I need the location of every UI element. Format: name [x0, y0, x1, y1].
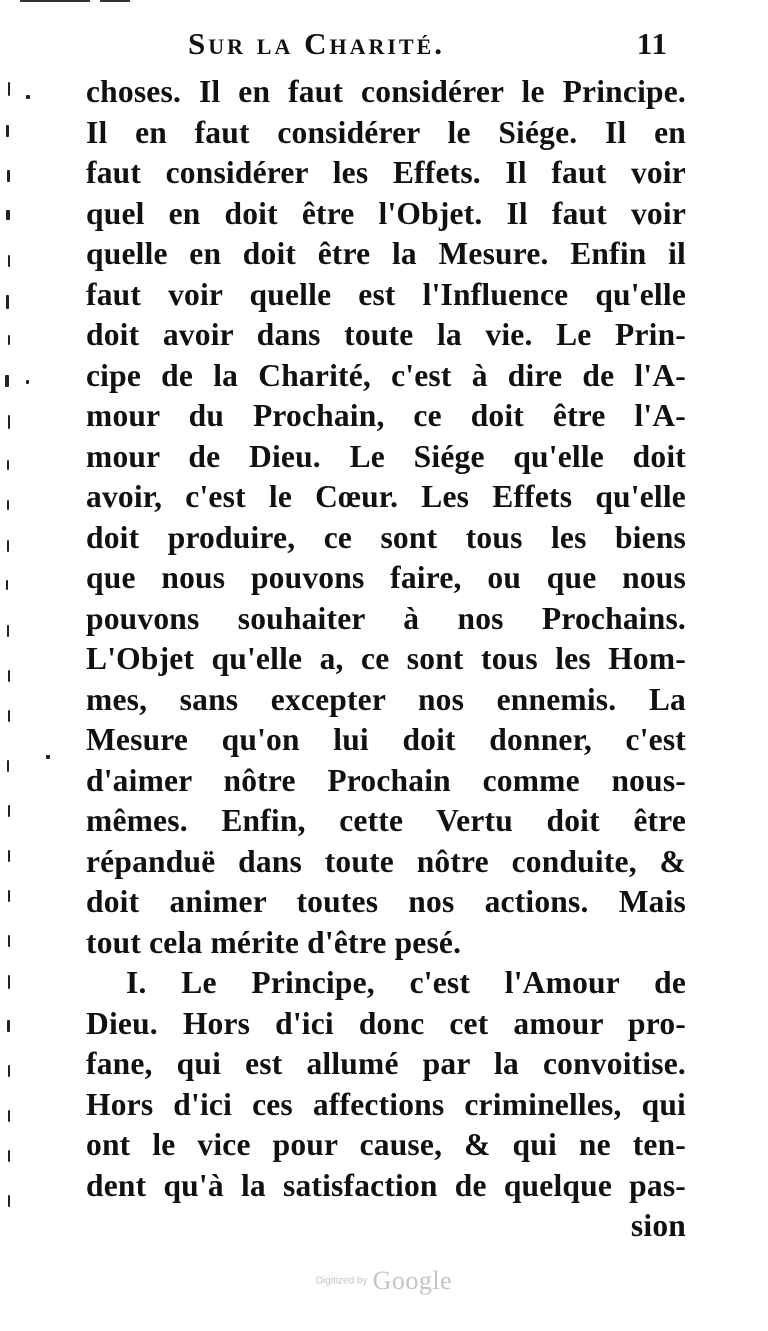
text-line: Mesure qu'on lui doit donner, c'est	[86, 722, 686, 757]
text-line: mêmes. Enfin, cette Vertu doit être	[86, 803, 686, 838]
text-line: que nous pouvons faire, ou que nous	[86, 560, 686, 595]
text-line: mour de Dieu. Le Siége qu'elle doit	[86, 438, 686, 474]
text-line: L'Objet qu'elle a, ce sont tous les Hom-	[86, 641, 686, 676]
top-edge-mark	[20, 0, 90, 2]
google-logo: Google	[372, 1266, 453, 1295]
gutter-speck	[6, 210, 10, 220]
left-gutter-bleedthrough	[0, 70, 40, 1250]
gutter-speck	[8, 890, 10, 902]
running-title: Sur la Charité.	[188, 26, 446, 61]
gutter-speck	[6, 580, 8, 590]
gutter-speck	[8, 1150, 10, 1162]
gutter-speck	[8, 335, 10, 345]
text-line: Dieu. Hors d'ici donc cet amour pro-	[86, 1005, 686, 1041]
gutter-speck	[7, 1020, 10, 1032]
text-line: faut considérer les Effets. Il faut voir	[86, 155, 686, 190]
top-edge-mark	[100, 0, 130, 2]
text-line: cipe de la Charité, c'est à dire de l'A-	[86, 357, 686, 393]
text-line: avoir, c'est le Cœur. Les Effets qu'elle	[86, 479, 686, 514]
text-line: faut voir quelle est l'Influence qu'elle	[86, 276, 686, 312]
gutter-speck	[6, 125, 9, 137]
gutter-speck	[8, 670, 10, 682]
text-line: doit avoir dans toute la vie. Le Prin-	[86, 317, 686, 352]
page-number: 11	[636, 26, 668, 61]
gutter-speck	[7, 540, 9, 552]
gutter-speck	[8, 82, 10, 96]
text-line: dent qu'à la satisfaction de quelque pas-	[86, 1167, 686, 1203]
digitization-watermark	[0, 1266, 768, 1296]
text-line: doit animer toutes nos actions. Mais	[86, 884, 686, 919]
text-line: fane, qui est allumé par la convoitise.	[86, 1046, 686, 1081]
gutter-speck	[26, 380, 29, 384]
text-line: ont le vice pour cause, & qui ne ten-	[86, 1127, 686, 1162]
gutter-speck	[7, 760, 9, 772]
text-line: Il en faut considérer le Siége. Il en	[86, 114, 686, 150]
text-line: Hors d'ici ces affections criminelles, qui	[86, 1086, 686, 1122]
gutter-speck	[8, 1195, 10, 1207]
text-line: tout cela mérite d'être pesé.	[86, 924, 462, 960]
text-line: quelle en doit être la Mesure. Enfin il	[86, 236, 686, 271]
gutter-speck	[7, 170, 10, 182]
digitized-by-label: Digitized by	[315, 1275, 368, 1287]
gutter-speck	[8, 850, 10, 862]
gutter-speck	[5, 375, 9, 387]
gutter-speck	[8, 1065, 10, 1077]
gutter-speck	[8, 255, 10, 267]
gutter-speck	[26, 95, 30, 99]
text-line: répanduë dans toute nôtre conduite, &	[86, 843, 686, 879]
text-line: I. Le Principe, c'est l'Amour de	[126, 965, 686, 1000]
gutter-speck	[8, 415, 10, 429]
gutter-speck	[8, 975, 10, 989]
gutter-speck	[46, 755, 50, 759]
text-line: pouvons souhaiter à nos Prochains.	[86, 600, 686, 636]
text-line: mes, sans excepter nos ennemis. La	[86, 681, 686, 717]
gutter-speck	[8, 710, 10, 722]
text-line: doit produire, ce sont tous les biens	[86, 519, 686, 555]
running-header	[188, 26, 668, 70]
text-line: mour du Prochain, ce doit être l'A-	[86, 398, 686, 433]
gutter-speck	[7, 625, 9, 637]
text-line: choses. Il en faut considérer le Principe.	[86, 74, 686, 109]
gutter-speck	[8, 805, 10, 817]
text-line: d'aimer nôtre Prochain comme nous-	[86, 762, 686, 798]
gutter-speck	[8, 935, 10, 947]
gutter-speck	[7, 460, 9, 470]
catchword: sion	[630, 1208, 686, 1243]
gutter-speck	[8, 1110, 10, 1122]
gutter-speck	[7, 500, 9, 510]
gutter-speck	[6, 295, 9, 309]
body-text	[86, 72, 686, 1247]
text-line: quel en doit être l'Objet. Il faut voir	[86, 195, 686, 231]
